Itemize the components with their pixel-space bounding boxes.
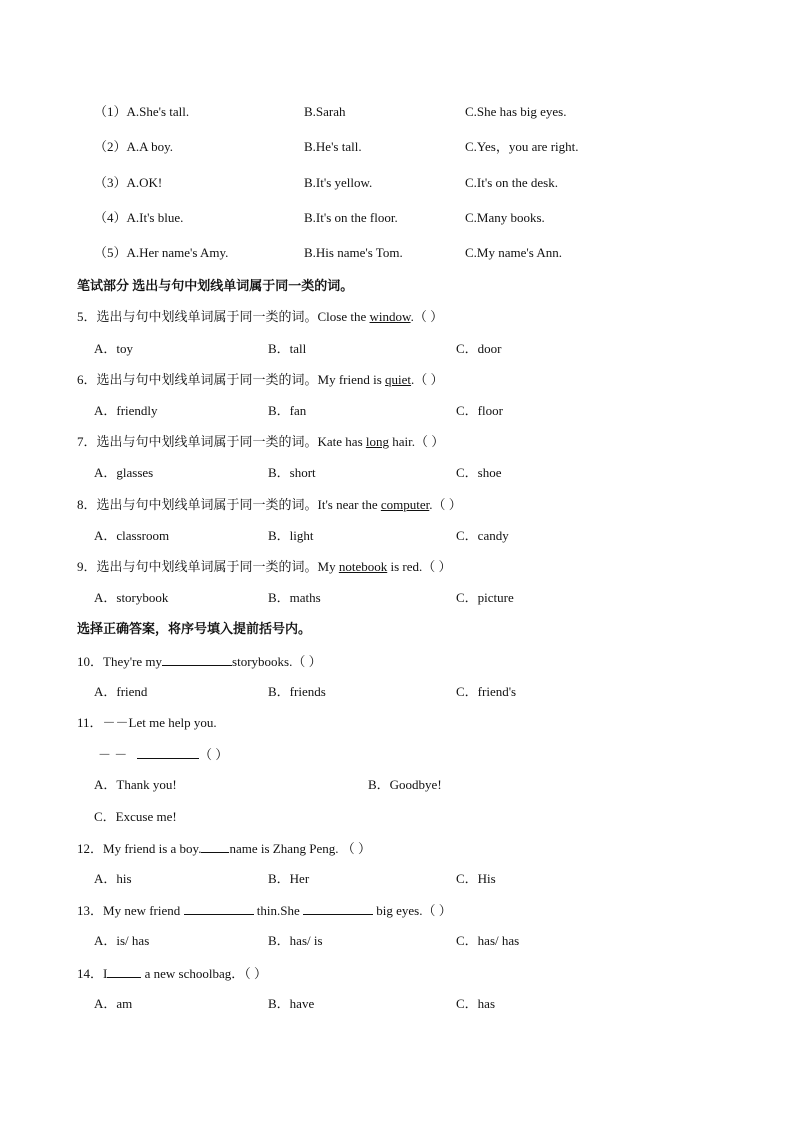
option-b: B．short (268, 465, 316, 480)
option-a: A．toy (94, 341, 134, 356)
question-num: 10． (77, 654, 104, 669)
question-text: My friend is a boy. (103, 841, 202, 856)
option-c: C.It's on the desk. (465, 175, 558, 190)
option-a: A．friend (94, 684, 148, 699)
question-text: name is Zhang Peng. （ ） (229, 841, 372, 856)
question-text: thin.She (253, 903, 304, 918)
underlined-word: long (365, 434, 390, 449)
option-a: A．is/ has (94, 933, 150, 948)
option-b: B．maths (268, 590, 321, 605)
question-paren: .（ ） (429, 497, 462, 512)
dialogue-dash: － － (98, 747, 128, 762)
option-c: C．has/ has (456, 933, 520, 948)
option-a: A.Her name's Amy. (126, 245, 229, 260)
option-c: C．floor (456, 403, 503, 418)
question-7 (77, 434, 444, 450)
section-title: 笔试部分 选出与句中划线单词属于同一类的词。 (77, 278, 354, 293)
answer-blank (162, 653, 232, 666)
question-paren: （ ） (199, 747, 229, 762)
question-text: 选出与句中划线单词属于同一类的词。My friend is (96, 372, 386, 387)
option-c: C.Many books. (465, 210, 545, 225)
question-num: 11． (77, 715, 103, 730)
option-c: C．candy (456, 528, 509, 543)
option-b: B．Goodbye! (368, 777, 442, 792)
question-text: 选出与句中划线单词属于同一类的词。Kate has (96, 434, 366, 449)
option-b: B．have (268, 996, 315, 1011)
option-c: C．picture (456, 590, 514, 605)
question-text: 选出与句中划线单词属于同一类的词。It's near the (96, 497, 381, 512)
option-c: C．His (456, 871, 496, 886)
option-a: A.A boy. (126, 139, 173, 154)
listening-num: （4） (94, 210, 127, 225)
question-11-response (98, 746, 228, 763)
question-text: storybooks.（ ） (232, 654, 322, 669)
question-14 (77, 965, 267, 982)
listening-num: （5） (94, 245, 127, 260)
option-a: A．glasses (94, 465, 154, 480)
question-13 (77, 902, 452, 919)
question-num: 6． (77, 372, 97, 387)
question-num: 7． (77, 434, 97, 449)
question-5 (77, 309, 443, 325)
question-num: 8． (77, 497, 97, 512)
listening-num: （2） (94, 139, 127, 154)
answer-blank (201, 840, 229, 853)
option-c: C．shoe (456, 465, 502, 480)
option-c: C.Yes，you are right. (465, 139, 579, 154)
option-c: C．has (456, 996, 496, 1011)
option-b: B．light (268, 528, 314, 543)
question-9 (77, 559, 452, 575)
question-text: －－Let me help you. (102, 715, 217, 730)
option-a: A．friendly (94, 403, 158, 418)
option-b: B．tall (268, 341, 307, 356)
underlined-word: quiet (385, 372, 412, 387)
underlined-word: computer (380, 497, 430, 512)
question-12 (77, 840, 371, 857)
option-c: C．door (456, 341, 502, 356)
answer-blank (184, 902, 254, 915)
option-b: B.He's tall. (304, 139, 362, 154)
option-a: A．am (94, 996, 133, 1011)
question-paren: .（ ） (411, 372, 444, 387)
question-10 (77, 653, 322, 670)
option-a: A.OK! (126, 175, 163, 190)
answer-blank (107, 965, 141, 978)
question-paren: hair.（ ） (389, 434, 445, 449)
answer-blank (303, 902, 373, 915)
question-text: I (103, 966, 108, 981)
question-text: a new schoolbag．（ ） (141, 966, 267, 981)
option-b: B．fan (268, 403, 307, 418)
underlined-word: window (369, 309, 411, 324)
question-8 (77, 497, 462, 513)
option-a: A.It's blue. (126, 210, 184, 225)
option-b: B．Her (268, 871, 310, 886)
option-b: B.It's on the floor. (304, 210, 398, 225)
option-c: C.She has big eyes. (465, 104, 567, 119)
section-title: 选择正确答案，将序号填入提前括号内。 (77, 621, 312, 636)
listening-row-4 (94, 210, 183, 226)
option-a: A．classroom (94, 528, 170, 543)
option-c: C．Excuse me! (94, 809, 177, 824)
question-paren: .（ ） (410, 309, 444, 324)
question-num: 13． (77, 903, 104, 918)
question-paren: is red.（ ） (387, 559, 452, 574)
listening-row-1 (94, 104, 189, 120)
option-b: B．has/ is (268, 933, 323, 948)
listening-num: （1） (94, 104, 127, 119)
option-c: C．friend's (456, 684, 517, 699)
question-text: They're my (103, 654, 163, 669)
option-a: A.She's tall. (126, 104, 190, 119)
listening-num: （3） (94, 175, 127, 190)
option-b: B.It's yellow. (304, 175, 373, 190)
question-num: 5． (77, 309, 97, 324)
question-num: 12． (77, 841, 104, 856)
option-b: B.Sarah (304, 104, 346, 119)
option-a: A．Thank you! (94, 777, 177, 792)
option-b: B.His name's Tom. (304, 245, 403, 260)
question-6 (77, 372, 444, 388)
question-11 (77, 715, 217, 731)
listening-row-2 (94, 139, 173, 155)
question-text: big eyes.（ ） (373, 903, 452, 918)
answer-blank (137, 746, 199, 759)
question-num: 9． (77, 559, 97, 574)
question-text: My new friend (103, 903, 184, 918)
option-a: A．his (94, 871, 132, 886)
question-text: 选出与句中划线单词属于同一类的词。Close the (96, 309, 370, 324)
underlined-word: notebook (338, 559, 388, 574)
question-text: 选出与句中划线单词属于同一类的词。My (96, 559, 339, 574)
listening-row-3 (94, 175, 162, 191)
option-c: C.My name's Ann. (465, 245, 562, 260)
listening-row-5 (94, 245, 228, 261)
option-b: B．friends (268, 684, 326, 699)
option-a: A．storybook (94, 590, 169, 605)
question-num: 14． (77, 966, 104, 981)
